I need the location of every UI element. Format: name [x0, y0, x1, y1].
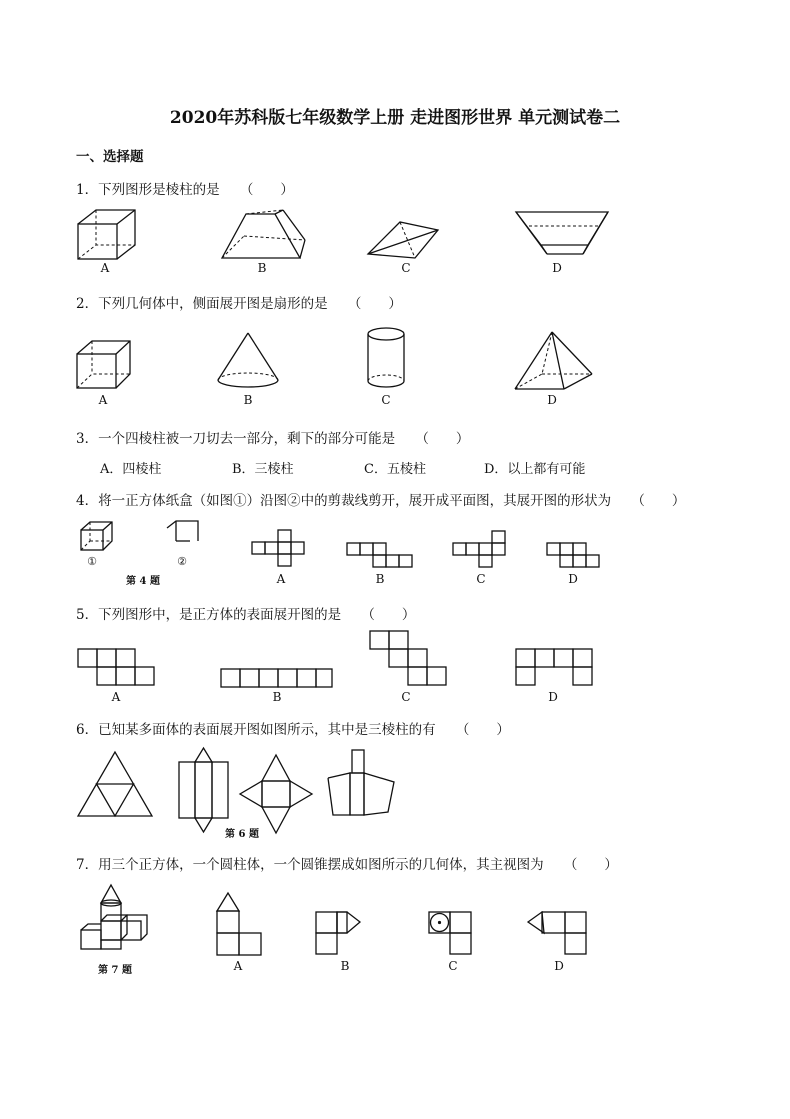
- q5-net-d: [516, 649, 592, 685]
- q3-option-a: A．四棱柱: [100, 462, 162, 477]
- q3-option-d: D．以上都有可能: [484, 462, 586, 477]
- q6-caption: 第 6 题: [225, 829, 259, 840]
- q6-net-pyramid: [240, 755, 312, 833]
- q4-net-b: [347, 543, 412, 567]
- question-4-text: 4．将一正方体纸盒（如图①）沿图②中的剪裁线剪开，展开成平面图，其展开图的形状为 （ ）: [76, 493, 686, 509]
- q7-view-b: [316, 912, 360, 954]
- q7-label-d: D: [554, 959, 564, 973]
- q7-solid-figure: [81, 885, 147, 949]
- q1-figure-b-frustum: [222, 210, 305, 258]
- q2-label-a: A: [98, 393, 108, 407]
- q3-option-b: B．三棱柱: [232, 462, 294, 477]
- q4-net-c: [453, 531, 505, 567]
- q1-label-a: A: [100, 261, 110, 275]
- q2-label-b: B: [243, 393, 253, 407]
- q6-net-prism: [179, 748, 228, 832]
- q7-label-b: B: [340, 959, 350, 973]
- q5-label-b: B: [272, 690, 282, 704]
- section-heading: 一、选择题: [76, 149, 144, 165]
- q4-figure-2-cut-lines: [167, 521, 198, 541]
- question-6-text: 6．已知某多面体的表面展开图如图所示，其中是三棱柱的有 （ ）: [76, 722, 510, 738]
- q5-net-b: [221, 669, 332, 687]
- q5-label-d: D: [548, 690, 558, 704]
- q4-net-d: [547, 543, 599, 567]
- q4-caption: 第 4 题: [126, 576, 160, 587]
- q1-figure-d-frustum: [516, 212, 608, 254]
- q2-label-c: C: [381, 393, 391, 407]
- q4-fig1-label: ①: [87, 555, 97, 568]
- question-2-text: 2．下列几何体中，侧面展开图是扇形的是 （ ）: [76, 296, 402, 312]
- q4-figure-1-cube: [81, 522, 112, 550]
- q2-figure-b-cone: [218, 333, 278, 387]
- q3-option-c: C．五棱柱: [364, 462, 426, 477]
- q5-label-a: A: [111, 690, 121, 704]
- q7-label-c: C: [448, 959, 458, 973]
- q1-figure-c-pyramid: [368, 222, 438, 258]
- q4-label-d: D: [568, 572, 578, 586]
- q4-label-c: C: [476, 572, 486, 586]
- question-1-text: 1．下列图形是棱柱的是 （ ）: [76, 182, 294, 198]
- q6-net-quad: [328, 750, 394, 815]
- q1-label-b: B: [257, 261, 267, 275]
- q6-net-triangles: [78, 752, 152, 816]
- question-5-text: 5．下列图形中，是正方体的表面展开图的是 （ ）: [76, 607, 416, 623]
- q4-label-a: A: [276, 572, 286, 586]
- q7-view-a: [217, 893, 261, 955]
- q7-view-d: [528, 912, 586, 954]
- q4-net-a: [252, 530, 304, 566]
- q5-label-c: C: [401, 690, 411, 704]
- q2-label-d: D: [547, 393, 557, 407]
- q7-caption: 第 7 题: [98, 965, 132, 976]
- page-title: 2020年苏科版七年级数学上册 走进图形世界 单元测试卷二: [169, 108, 621, 128]
- question-7-text: 7．用三个正方体，一个圆柱体，一个圆锥摆成如图所示的几何体，其主视图为 （ ）: [76, 857, 618, 873]
- q5-net-a: [78, 649, 154, 685]
- q1-label-d: D: [552, 261, 562, 275]
- q4-fig2-label: ②: [177, 555, 187, 568]
- q1-figure-a-cube: [78, 210, 135, 259]
- q2-figure-d-pyramid: [515, 332, 592, 389]
- q2-figure-a-cube: [77, 341, 130, 388]
- q1-label-c: C: [401, 261, 411, 275]
- q2-figure-c-cylinder: [368, 328, 404, 387]
- question-3-text: 3．一个四棱柱被一刀切去一部分，剩下的部分可能是 （ ）: [76, 431, 470, 447]
- q7-label-a: A: [233, 959, 243, 973]
- q5-net-c: [370, 631, 446, 685]
- q4-label-b: B: [375, 572, 385, 586]
- q7-view-c: [429, 912, 471, 954]
